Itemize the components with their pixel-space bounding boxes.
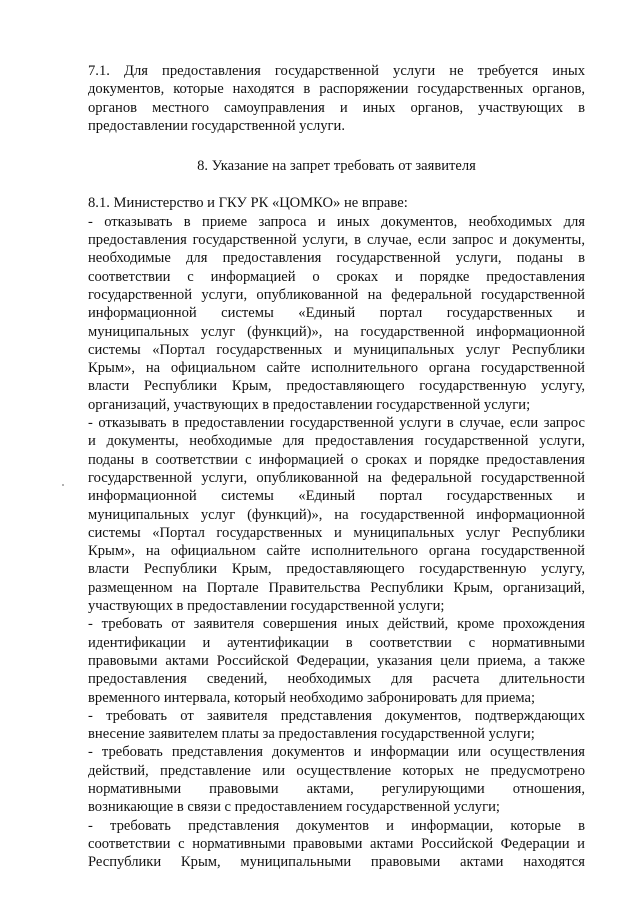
text-line: соответствии с информацией о сроках и порядке предоставления bbox=[88, 268, 585, 285]
paragraph-7-1 bbox=[88, 62, 585, 135]
text-line: возникающие в связи с предоставлением государственной услуги; bbox=[88, 799, 500, 816]
text-line: системы «Портал государственных и муниципальных услуг Республики bbox=[88, 341, 585, 358]
text-line: - требовать представления документов и информации или осуществления bbox=[88, 744, 585, 761]
text-line: власти Республики Крым, предоставляющего государственную услугу, bbox=[88, 561, 585, 578]
text-line: - требовать от заявителя совершения иных действий, кроме прохождения bbox=[88, 616, 585, 633]
text-line: предоставлении государственной услуги. bbox=[88, 117, 345, 134]
text-line: муниципальных услуг (функций)», на государственной информационной bbox=[88, 323, 585, 340]
text-line: - отказывать в приеме запроса и иных документов, необходимых для bbox=[88, 213, 585, 230]
document-page bbox=[88, 62, 585, 871]
text-line: государственной услуги, опубликованной на федеральной государственной bbox=[88, 286, 585, 303]
text-line: - отказывать в предоставлении государственной услуги в случае, если запрос bbox=[88, 415, 585, 432]
text-line: нормативными правовыми актами, регулирующими отношения, bbox=[88, 780, 585, 797]
text-line: участвующих в предоставлении государственной услуги; bbox=[88, 598, 445, 615]
section-8-heading: 8. Указание на запрет требовать от заявителя bbox=[197, 158, 476, 175]
text-line: органов местного самоуправления и иных органов, участвующих в bbox=[88, 99, 585, 116]
text-line: информационной системы «Единый портал государственных и bbox=[88, 305, 585, 322]
text-line: власти Республики Крым, предоставляющего государственную услугу, bbox=[88, 378, 585, 395]
paragraph-8-1 bbox=[88, 194, 585, 871]
text-line: внесение заявителем платы за предоставления государственной услуги; bbox=[88, 726, 535, 743]
text-line: правовыми актами Российской Федерации, указания цели приема, а также bbox=[88, 652, 585, 669]
text-line: предоставления государственной услуги, в случае, если запрос и документы, bbox=[88, 232, 585, 249]
text-line: соответствии с нормативными правовыми актами Российской Федерации и bbox=[88, 835, 585, 852]
scan-dot bbox=[62, 484, 64, 486]
text-line: государственной услуги, опубликованной на федеральной государственной bbox=[88, 469, 585, 486]
text-line: Республики Крым, муниципальными правовыми актами находятся bbox=[88, 854, 585, 871]
text-line: Крым», на официальном сайте исполнительного органа государственной bbox=[88, 543, 585, 560]
text-line: - требовать представления документов и информации, которые в bbox=[88, 817, 585, 834]
text-line: - требовать от заявителя представления документов, подтверждающих bbox=[88, 707, 585, 724]
text-line: поданы в соответствии с информацией о сроках и порядке предоставления bbox=[88, 451, 585, 468]
text-line: муниципальных услуг (функций)», на государственной информационной bbox=[88, 506, 585, 523]
text-line: предоставления сведений, необходимых для расчета длительности bbox=[88, 671, 585, 688]
text-line: системы «Портал государственных и муниципальных услуг Республики bbox=[88, 524, 585, 541]
text-line: временного интервала, который необходимо забронировать для приема; bbox=[88, 689, 536, 706]
text-line: необходимые для предоставления государственной услуги, поданы в bbox=[88, 250, 585, 267]
text-line: действий, представление или осуществление которых не предусмотрено bbox=[88, 762, 585, 779]
text-line: размещенном на Портале Правительства Республики Крым, организаций, bbox=[88, 579, 585, 596]
text-line: и документы, необходимые для предоставления государственной услуги, bbox=[88, 433, 585, 450]
text-line: 8.1. Министерство и ГКУ РК «ЦОМКО» не вправе: bbox=[88, 195, 408, 212]
text-line: организаций, участвующих в предоставлении государственной услуги; bbox=[88, 396, 531, 413]
text-line: 7.1. Для предоставления государственной услуги не требуется иных bbox=[88, 63, 585, 79]
text-line: идентификации и аутентификации в соответствии с нормативными bbox=[88, 634, 585, 651]
text-line: информационной системы «Единый портал государственных и bbox=[88, 488, 585, 505]
text-line: Крым», на официальном сайте исполнительного органа государственной bbox=[88, 360, 585, 377]
text-line: документов, которые находятся в распоряжении государственных органов, bbox=[88, 81, 585, 98]
